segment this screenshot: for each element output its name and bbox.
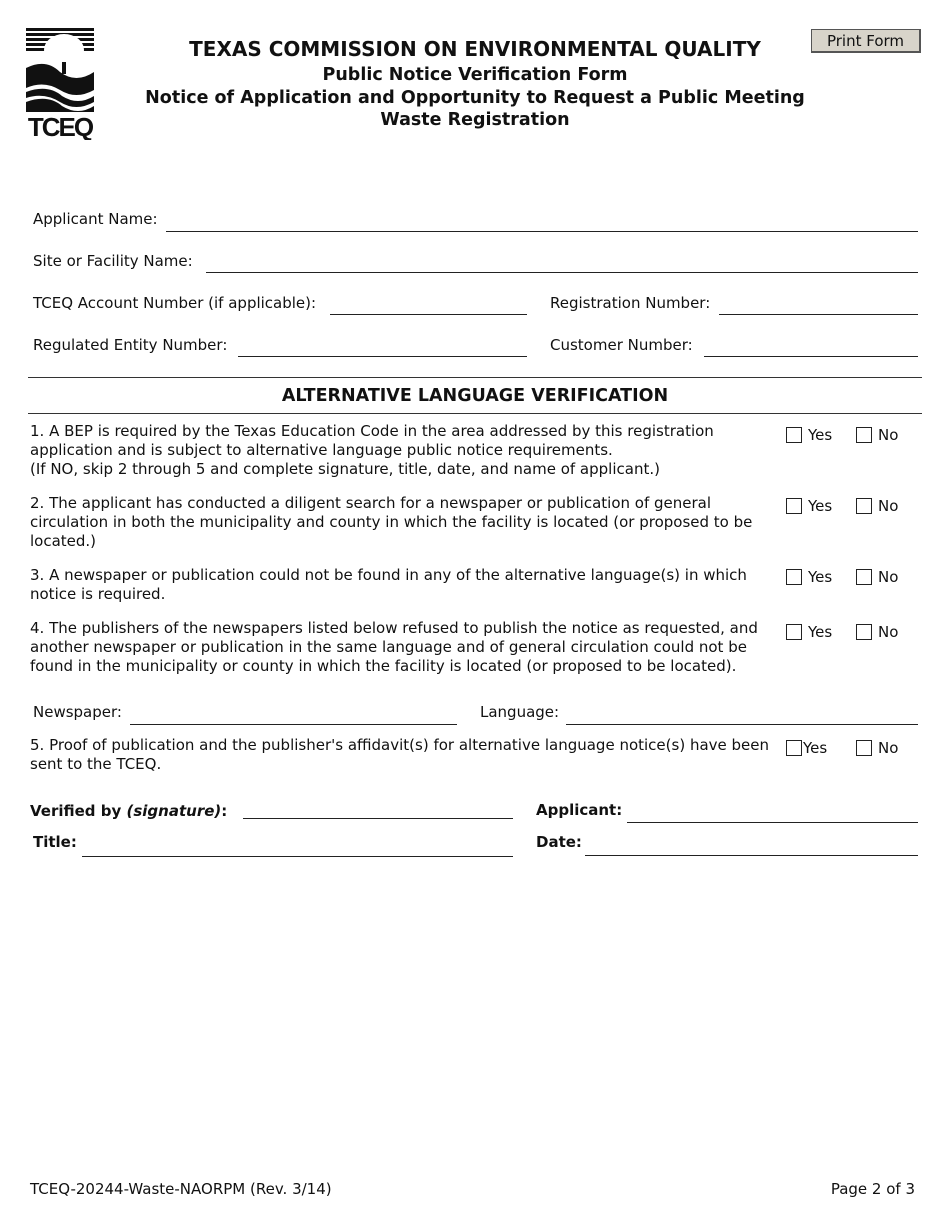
- program-title: Waste Registration: [380, 110, 570, 130]
- question-4: 4. The publishers of the newspapers listed below refused to publish the notice as requested, and another newspaper or publication in the same language and of general circulation could not be found in the municipality or county in which the facility is located (or proposed to be located).: [30, 619, 758, 675]
- question-2-no-checkbox[interactable]: [856, 497, 898, 515]
- verified-by-label: [30, 802, 227, 820]
- verified-by-colon: :: [221, 802, 228, 820]
- signature-line: [243, 818, 513, 819]
- site-name-input[interactable]: [208, 251, 916, 271]
- account-number-line: [330, 314, 527, 315]
- site-name-line: [206, 272, 918, 273]
- section-rule-top: [28, 377, 922, 378]
- yes-label: Yes: [803, 739, 828, 757]
- tceq-logo: [26, 28, 94, 140]
- yes-label: Yes: [808, 568, 833, 586]
- language-input[interactable]: [568, 703, 916, 723]
- newspaper-label: Newspaper:: [33, 703, 122, 721]
- question-1-text: 1. A BEP is required by the Texas Education Code in the area addressed by this registration application and is subject to alternative language public notice requirements.: [30, 422, 714, 459]
- regulated-entity-input[interactable]: [240, 335, 525, 355]
- checkbox-box[interactable]: [856, 569, 872, 585]
- question-2: 2. The applicant has conducted a diligent search for a newspaper or publication of general circulation in both the municipality and county in which the facility is located (or proposed to be located.): [30, 494, 753, 550]
- checkbox-box[interactable]: [856, 498, 872, 514]
- newspaper-line: [130, 724, 457, 725]
- question-4-yes-checkbox[interactable]: [786, 623, 832, 641]
- customer-number-line: [704, 356, 918, 357]
- no-label: No: [878, 568, 899, 586]
- question-5: 5. Proof of publication and the publisher's affidavit(s) for alternative language notice(s) have been sent to the TCEQ.: [30, 736, 769, 773]
- applicant-name-input[interactable]: [168, 210, 916, 230]
- no-label: No: [878, 497, 899, 515]
- checkbox-box[interactable]: [786, 624, 802, 640]
- question-1-yes-checkbox[interactable]: [786, 426, 832, 444]
- no-label: No: [878, 623, 899, 641]
- no-label: No: [878, 426, 899, 444]
- verified-by-text: Verified by: [30, 802, 127, 820]
- newspaper-input[interactable]: [132, 703, 455, 723]
- regulated-entity-line: [238, 356, 527, 357]
- account-number-label: TCEQ Account Number (if applicable):: [33, 294, 317, 312]
- section-title: ALTERNATIVE LANGUAGE VERIFICATION: [281, 386, 669, 406]
- customer-number-label: Customer Number:: [550, 336, 693, 354]
- applicant-label: Applicant:: [536, 801, 623, 819]
- title-line: [82, 856, 513, 857]
- customer-number-input[interactable]: [706, 335, 916, 355]
- checkbox-box[interactable]: [786, 740, 802, 756]
- question-5-yes-checkbox[interactable]: [786, 739, 827, 757]
- question-1-no-checkbox[interactable]: [856, 426, 898, 444]
- applicant-input[interactable]: [629, 801, 916, 821]
- registration-number-input[interactable]: [721, 293, 916, 313]
- yes-label: Yes: [808, 623, 833, 641]
- yes-label: Yes: [808, 426, 833, 444]
- notice-title: Notice of Application and Opportunity to Request a Public Meeting: [145, 88, 805, 108]
- account-number-input[interactable]: [332, 293, 525, 313]
- applicant-line: [627, 822, 918, 823]
- question-3-yes-checkbox[interactable]: [786, 568, 832, 586]
- question-2-yes-checkbox[interactable]: [786, 497, 832, 515]
- form-id: TCEQ-20244-Waste-NAORPM (Rev. 3/14): [30, 1180, 332, 1198]
- no-label: No: [878, 739, 899, 757]
- date-line: [585, 855, 918, 856]
- applicant-name-label: Applicant Name:: [33, 210, 158, 228]
- question-3: 3. A newspaper or publication could not be found in any of the alternative language(s) in which notice is required.: [30, 566, 747, 603]
- checkbox-box[interactable]: [786, 569, 802, 585]
- date-label: Date:: [536, 833, 582, 851]
- checkbox-box[interactable]: [786, 498, 802, 514]
- form-title: Public Notice Verification Form: [322, 65, 628, 85]
- registration-number-label: Registration Number:: [550, 294, 711, 312]
- agency-title: TEXAS COMMISSION ON ENVIRONMENTAL QUALITY: [189, 37, 761, 61]
- checkbox-box[interactable]: [856, 740, 872, 756]
- yes-label: Yes: [808, 497, 833, 515]
- language-label: Language:: [480, 703, 560, 721]
- logo-text: TCEQ: [27, 112, 93, 140]
- section-rule-bottom: [28, 413, 922, 414]
- question-5-no-checkbox[interactable]: [856, 739, 898, 757]
- question-1: [30, 422, 785, 479]
- date-input[interactable]: [587, 834, 916, 854]
- site-name-label: Site or Facility Name:: [33, 252, 193, 270]
- checkbox-box[interactable]: [856, 427, 872, 443]
- checkbox-box[interactable]: [856, 624, 872, 640]
- applicant-name-line: [166, 231, 918, 232]
- title-label: Title:: [33, 833, 77, 851]
- question-3-no-checkbox[interactable]: [856, 568, 898, 586]
- page-number: Page 2 of 3: [830, 1180, 915, 1198]
- print-form-button[interactable]: Print Form: [811, 29, 921, 53]
- checkbox-box[interactable]: [786, 427, 802, 443]
- title-input[interactable]: [84, 835, 511, 855]
- registration-number-line: [719, 314, 918, 315]
- signature-word: (signature): [126, 802, 222, 820]
- signature-input[interactable]: [245, 797, 511, 817]
- regulated-entity-label: Regulated Entity Number:: [33, 336, 228, 354]
- question-1-note: (If NO, skip 2 through 5 and complete signature, title, date, and name of applicant.): [30, 460, 660, 478]
- language-line: [566, 724, 918, 725]
- question-4-no-checkbox[interactable]: [856, 623, 898, 641]
